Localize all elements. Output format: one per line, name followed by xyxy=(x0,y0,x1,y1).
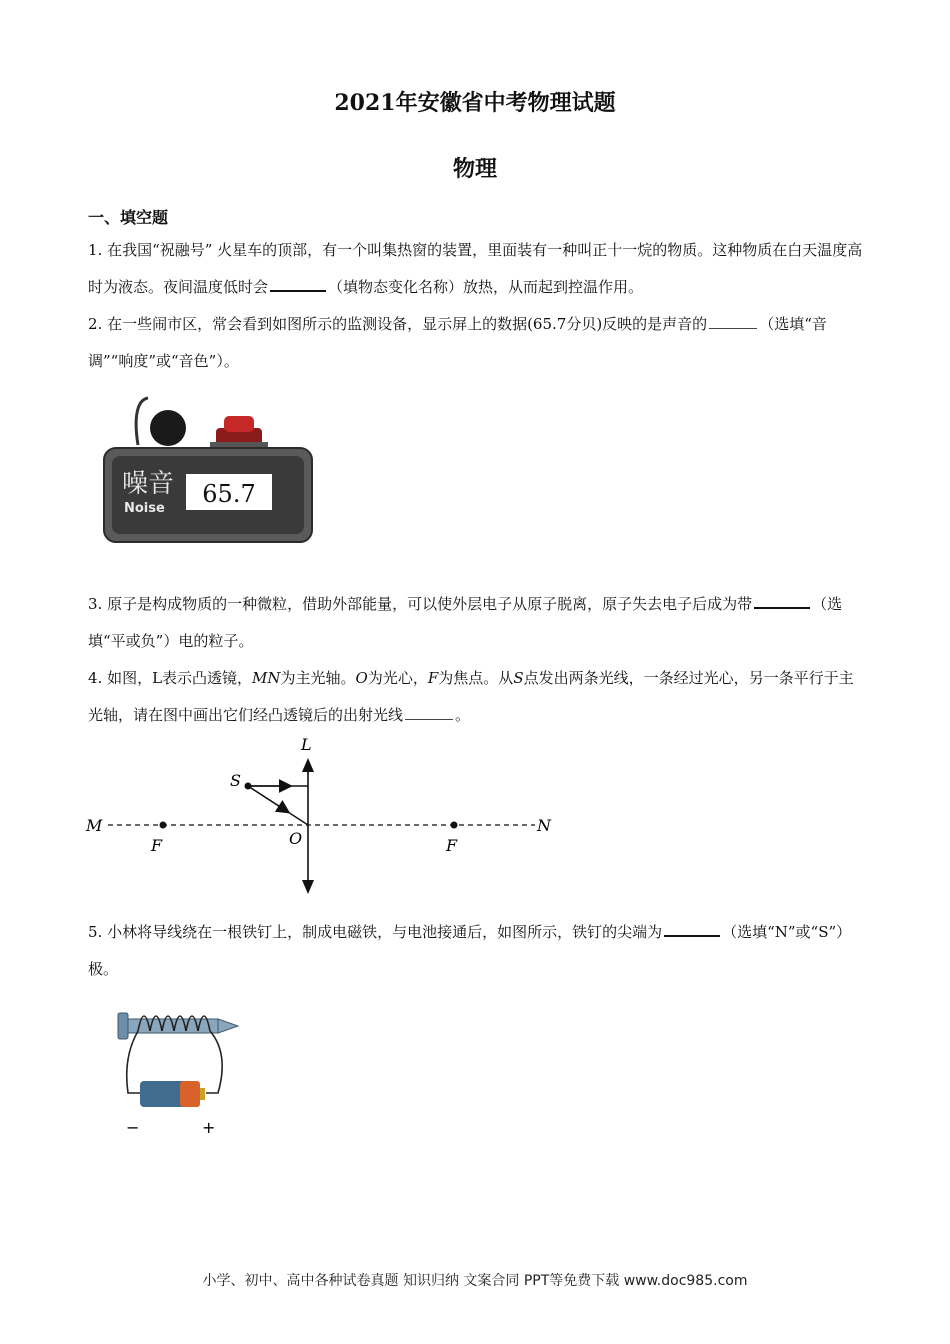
ray-center-arrow xyxy=(248,786,288,812)
answer-blank-1[interactable] xyxy=(270,270,326,292)
device-label-en: Noise xyxy=(124,501,165,516)
label-f-left: F xyxy=(151,836,163,855)
battery-positive-end xyxy=(180,1081,200,1107)
center-symbol: O xyxy=(355,669,368,687)
label-n: N xyxy=(537,816,551,835)
label-m: M xyxy=(86,816,103,835)
label-s: S xyxy=(230,771,241,790)
page-subtitle: 物理 xyxy=(452,156,497,182)
focus-left xyxy=(160,822,167,829)
lens-diagram xyxy=(80,732,560,900)
focus-right xyxy=(451,822,458,829)
answer-blank-3[interactable] xyxy=(754,587,810,609)
label-o: O xyxy=(289,829,303,848)
page-footer: 小学、初中、高中各种试卷真题 知识归纳 文案合同 PPT等免费下载 www.doc985.com xyxy=(202,1273,748,1289)
question-4-text-2: 为主光轴。 xyxy=(280,669,356,687)
label-f-right: F xyxy=(446,836,458,855)
electromagnet-figure xyxy=(110,1005,250,1140)
question-4-text-4: 为焦点。从 xyxy=(438,669,514,687)
lens-arrow-top xyxy=(302,758,314,772)
label-l: L xyxy=(301,735,312,754)
question-3-text-b: （选填“平或负”）电的粒子。 xyxy=(88,595,843,650)
answer-blank-5[interactable] xyxy=(664,915,720,937)
question-1 xyxy=(88,232,868,306)
question-1-text-b: （填物态变化名称）放热，从而起到控温作用。 xyxy=(328,278,644,296)
question-4-text-6: 。 xyxy=(455,706,471,724)
question-4 xyxy=(88,660,868,734)
question-5-text-b: （选填“N”或“S”）极。 xyxy=(88,923,852,978)
source-symbol: S xyxy=(513,669,524,687)
label-plus: + xyxy=(202,1118,216,1137)
label-minus: − xyxy=(126,1118,140,1137)
question-5-text-a: 5. 小林将导线绕在一根铁钉上，制成电磁铁，与电池接通后，如图所示，铁钉的尖端为 xyxy=(88,923,663,941)
question-4-text-5: 点发出两条光线，一条经过光心，另一条平行于主光轴，请在图中画出它们经凸透镜后的出射光线 xyxy=(88,669,854,724)
question-3-text-a: 3. 原子是构成物质的一种微粒，借助外部能量，可以使外层电子从原子脱离，原子失去电子后成为带 xyxy=(88,595,753,613)
section-heading: 一、填空题 xyxy=(88,208,169,227)
page-title: 2021年安徽省中考物理试题 xyxy=(334,90,616,116)
answer-blank-2[interactable] xyxy=(709,308,757,329)
question-4-text-1: 4. 如图，L表示凸透镜， xyxy=(88,669,253,687)
focus-symbol: F xyxy=(427,669,439,687)
lens-arrow-bottom xyxy=(302,880,314,894)
wire-right xyxy=(206,1031,222,1093)
axis-symbol: MN xyxy=(252,669,281,687)
question-3 xyxy=(88,586,868,660)
noise-monitor-figure xyxy=(96,390,326,550)
device-label-cn: 噪音 xyxy=(122,469,175,499)
question-2-text-a: 2. 在一些闹市区，常会看到如图所示的监测设备，显示屏上的数据(65.7分贝)反映的是声音的 xyxy=(88,315,708,333)
question-1-text-a: 1. 在我国“祝融号” 火星车的顶部，有一个叫集热窗的装置，里面装有一种叫正十一烷的物质。这种物质在白天温度高时为液态。夜间温度低时会 xyxy=(88,241,863,296)
question-2 xyxy=(88,306,868,380)
question-5 xyxy=(88,914,868,988)
question-2-text-b: （选填“音调”“响度”或“音色”）。 xyxy=(88,315,827,370)
question-4-text-3: 为光心， xyxy=(367,669,428,687)
device-reading: 65.7 xyxy=(202,480,256,508)
answer-blank-4[interactable] xyxy=(405,699,453,720)
wire-left xyxy=(127,1031,140,1093)
